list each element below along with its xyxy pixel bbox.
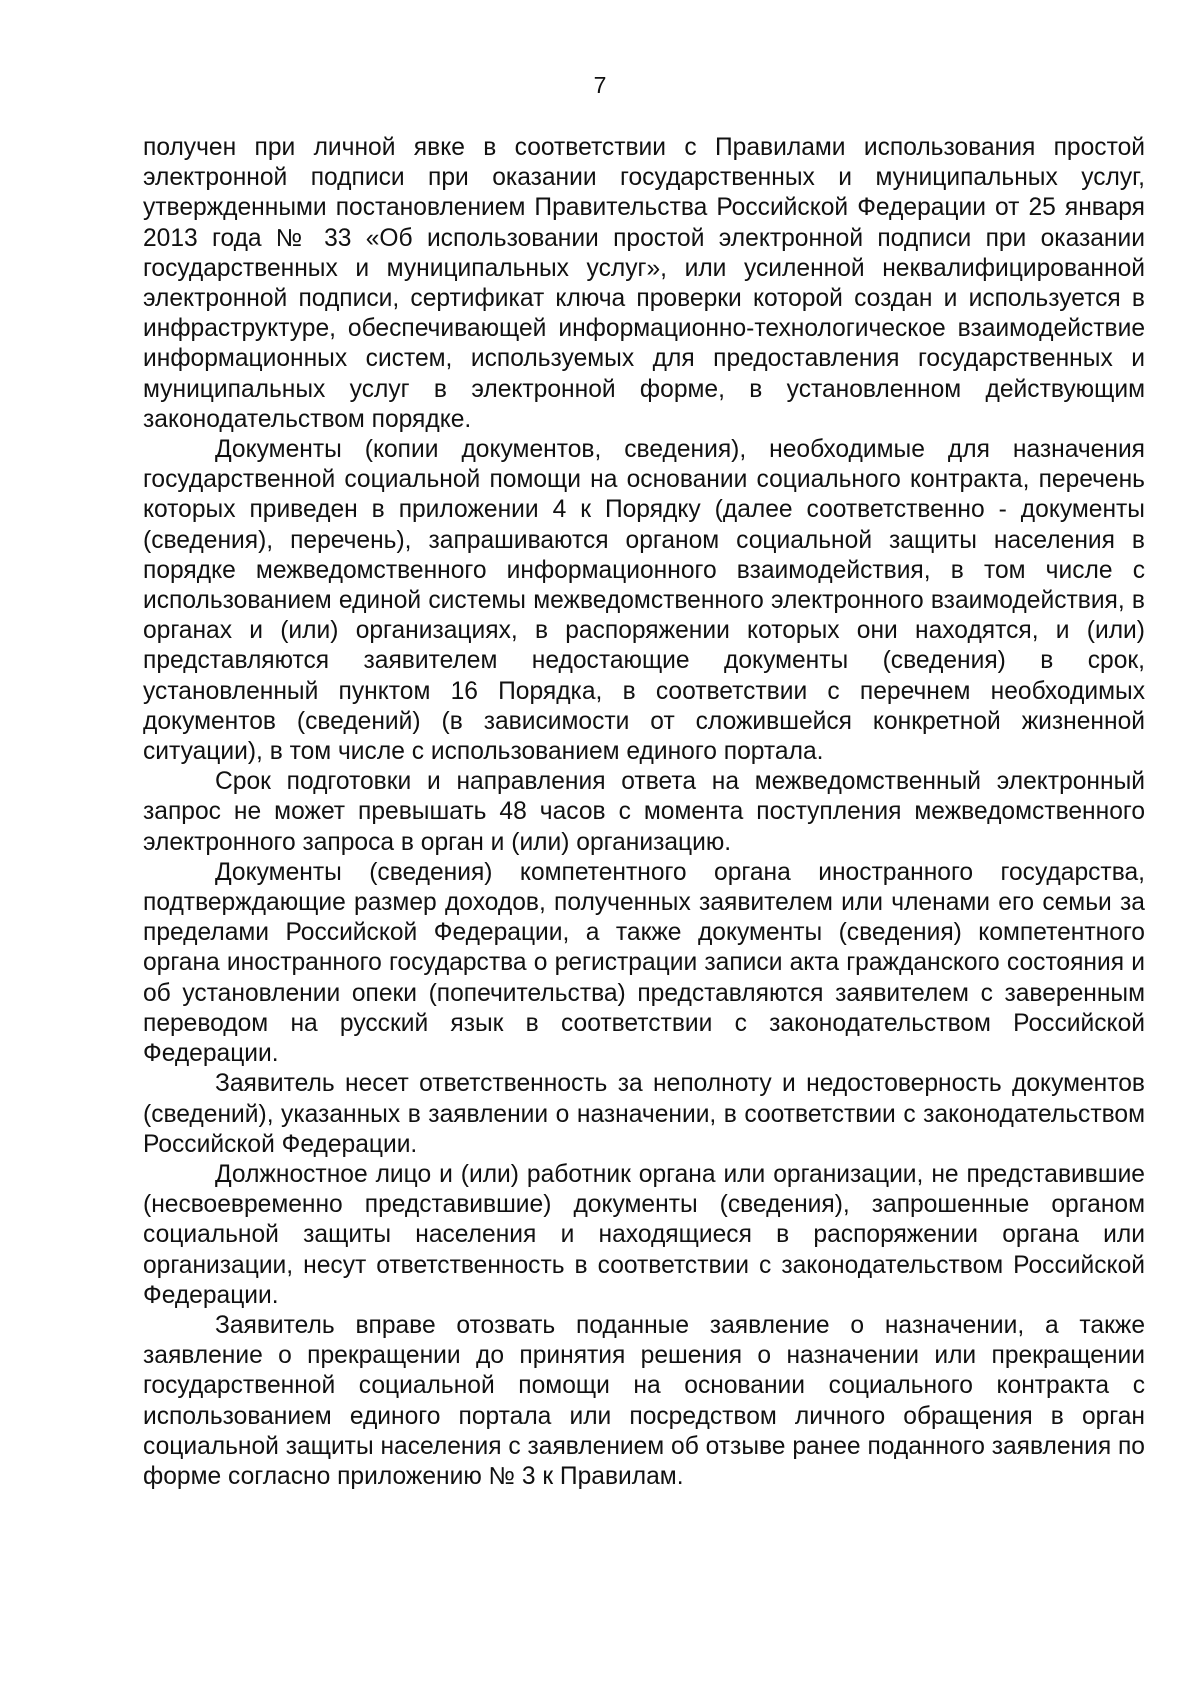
paragraph-6: Должностное лицо и (или) работник органа или организации, не представившие (несвоевременно представившие) документы (сведения), запрошенные органом социальной защиты населения и находящиеся в распоряжении органа или организации, несут ответственность в соответствии с законодательством Российской Федерации. bbox=[143, 1160, 1145, 1309]
paragraph-3: Срок подготовки и направления ответа на межведомственный электронный запрос не может превышать 48 часов с момента поступления межведомственного электронного запроса в орган и (или) организацию. bbox=[143, 768, 1145, 856]
paragraph-1: получен при личной явке в соответствии с Правилами использования простой электронной подписи при оказании государственных и муниципальных услуг, утвержденными постановлением Правительства Российской Федерации от 25 января 2013 года № 33 «Об использовании простой электронной подписи при оказании государственных и муниципальных услуг», или усиленной неквалифицированной электронной подписи, сертификат ключа проверки которой создан и используется в инфраструктуре, обеспечивающей информационно-технологическое взаимодействие информационных систем, используемых для предоставления государственных и муниципальных услуг в электронной форме, в установленном действующим законодательством порядке. bbox=[143, 134, 1145, 433]
paragraph-4: Документы (сведения) компетентного органа иностранного государства, подтверждающие размер доходов, полученных заявителем или членами его семьи за пределами Российской Федерации, а также документы (сведения) компетентного органа иностранного государства о регистрации записи акта гражданского состояния и об установлении опеки (попечительства) представляются заявителем с заверенным переводом на русский язык в соответствии с законодательством Российской Федерации. bbox=[143, 858, 1145, 1068]
paragraph-2: Документы (копии документов, сведения), необходимые для назначения государственной социальной помощи на основании социального контракта, перечень которых приведен в приложении 4 к Порядку (далее соответственно - документы (сведения), перечень), запрашиваются органом социальной защиты населения в порядке межведомственного информационного взаимодействия, в том числе с использованием единой системы межведомственного электронного взаимодействия, в органах и (или) организациях, в распоряжении которых они находятся, и (или) представляются заявителем недостающие документы (сведения) в срок, установленный пунктом 16 Порядка, в соответствии с перечнем необходимых документов (сведений) (в зависимости от сложившейся конкретной жизненной ситуации), в том числе с использованием единого портала. bbox=[143, 436, 1145, 766]
page-number: 7 bbox=[593, 72, 607, 98]
paragraph-7: Заявитель вправе отозвать поданные заявление о назначении, а также заявление о прекращении до принятия решения о назначении или прекращении государственной социальной помощи на основании социального контракта с использованием единого портала или посредством личного обращения в орган социальной защиты населения с заявлением об отзыве ранее поданного заявления по форме согласно приложению № 3 к Правилам. bbox=[143, 1311, 1145, 1490]
paragraph-5: Заявитель несет ответственность за неполноту и недостоверность документов (сведений), указанных в заявлении о назначении, в соответствии с законодательством Российской Федерации. bbox=[143, 1070, 1145, 1158]
document-body bbox=[143, 133, 1145, 1492]
